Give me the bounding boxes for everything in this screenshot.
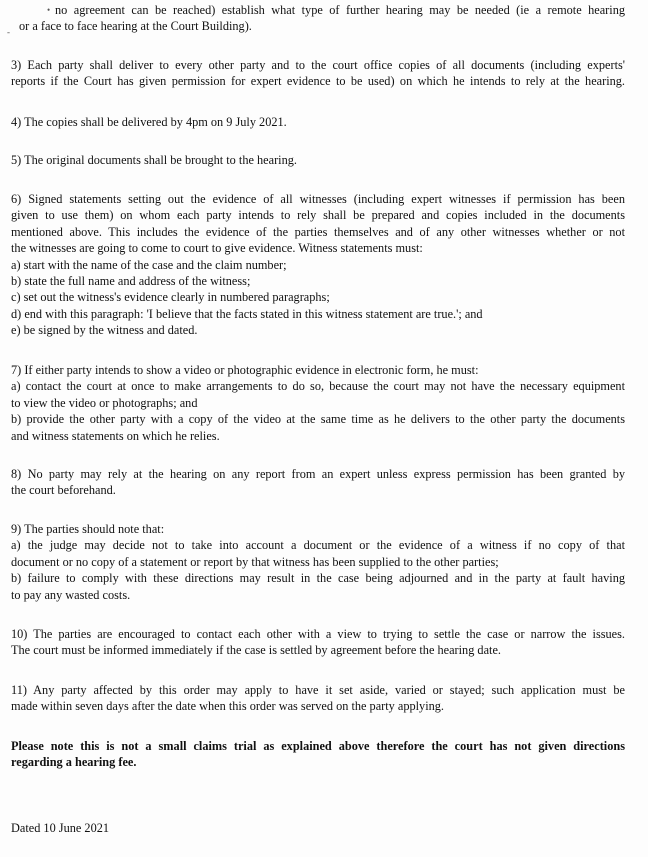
scan-mark: ‐ [7, 27, 10, 37]
paragraph-3 [11, 57, 625, 90]
text-line: made within seven days after the date when this order was served on the party applying. [11, 699, 444, 714]
text-line: or a face to face hearing at the Court Building). [19, 19, 252, 33]
scan-mark: • [47, 5, 51, 15]
text-line: 5) The original documents shall be brought to the hearing. [11, 153, 297, 167]
paragraph-9 [11, 521, 625, 603]
text-line: given to use them) on whom each party intends to rely shall be prepared and copies included in the documents [11, 208, 625, 223]
list-item: a) the judge may decide not to take into account a document or the evidence of a witness if no copy of that [11, 538, 625, 553]
list-item: b) failure to comply with these directions may result in the case being adjourned and in the party at fault having [11, 571, 625, 586]
text-line: 8) No party may rely at the hearing on any report from an expert unless express permission has been granted by [11, 467, 625, 481]
text-line: 10) The parties are encouraged to contact each other with a view to trying to settle the case or narrow the issues. [11, 627, 625, 641]
text-line: regarding a hearing fee. [11, 755, 137, 770]
list-item: d) end with this paragraph: 'I believe that the facts stated in this witness statement are true.'; and [11, 306, 483, 321]
hearing-fee-notice [11, 738, 625, 771]
list-item: b) state the full name and address of the witness; [11, 274, 251, 289]
text-line: 7) If either party intends to show a video or photographic evidence in electronic form, he must: [11, 363, 479, 377]
paragraph-4 [11, 114, 625, 130]
text-line: 3) Each party shall deliver to every other party and to the court office copies of all documents (including experts' [11, 58, 625, 72]
text-line: no agreement can be reached) establish what type of further hearing may be needed (ie a remote hearing [55, 3, 625, 17]
text-line: to pay any wasted costs. [11, 587, 131, 602]
list-item: a) start with the name of the case and the claim number; [11, 257, 287, 272]
text-line: 4) The copies shall be delivered by 4pm on 9 July 2021. [11, 115, 287, 129]
list-item: b) provide the other party with a copy of the video at the same time as he delivers to the other party the documents [11, 412, 625, 427]
text-line: 9) The parties should note that: [11, 522, 165, 536]
text-line: Please note this is not a small claims trial as explained above therefore the court has not given directions [11, 739, 625, 753]
text-line: 11) Any party affected by this order may apply to have it set aside, varied or stayed; such application must be [11, 683, 625, 697]
text-line: The court must be informed immediately if the case is settled by agreement before the hearing date. [11, 643, 501, 658]
text-line: mentioned above. This includes the evidence of the parties themselves and of any other witnesses whether or not [11, 224, 625, 239]
continued-paragraph-end [19, 18, 633, 34]
text-line: 6) Signed statements setting out the evidence of all witnesses (including expert witnesses if permission has been [11, 192, 625, 206]
list-item: e) be signed by the witness and dated. [11, 323, 198, 338]
text-line: to view the video or photographs; and [11, 395, 198, 410]
paragraph-8 [11, 466, 625, 499]
text-line: the court beforehand. [11, 483, 116, 498]
paragraph-11 [11, 682, 625, 715]
text-line: and witness statements on which he relies. [11, 428, 220, 443]
paragraph-10 [11, 626, 625, 659]
dated-line [11, 820, 625, 836]
text-line: the witnesses are going to come to court to give evidence. Witness statements must: [11, 241, 423, 256]
date-text: Dated 10 June 2021 [11, 821, 110, 835]
paragraph-6 [11, 191, 625, 339]
text-line: reports if the Court has given permission for expert evidence to be used) on which he intends to rely at the hearing. [11, 74, 625, 89]
text-line: document or no copy of a statement or report by that witness has been supplied to the other parties; [11, 554, 499, 569]
paragraph-5 [11, 152, 625, 168]
list-item: c) set out the witness's evidence clearly in numbered paragraphs; [11, 290, 330, 305]
continued-paragraph [55, 2, 625, 18]
paragraph-7 [11, 362, 625, 444]
list-item: a) contact the court at once to make arrangements to do so, because the court may not have the necessary equipment [11, 379, 625, 394]
